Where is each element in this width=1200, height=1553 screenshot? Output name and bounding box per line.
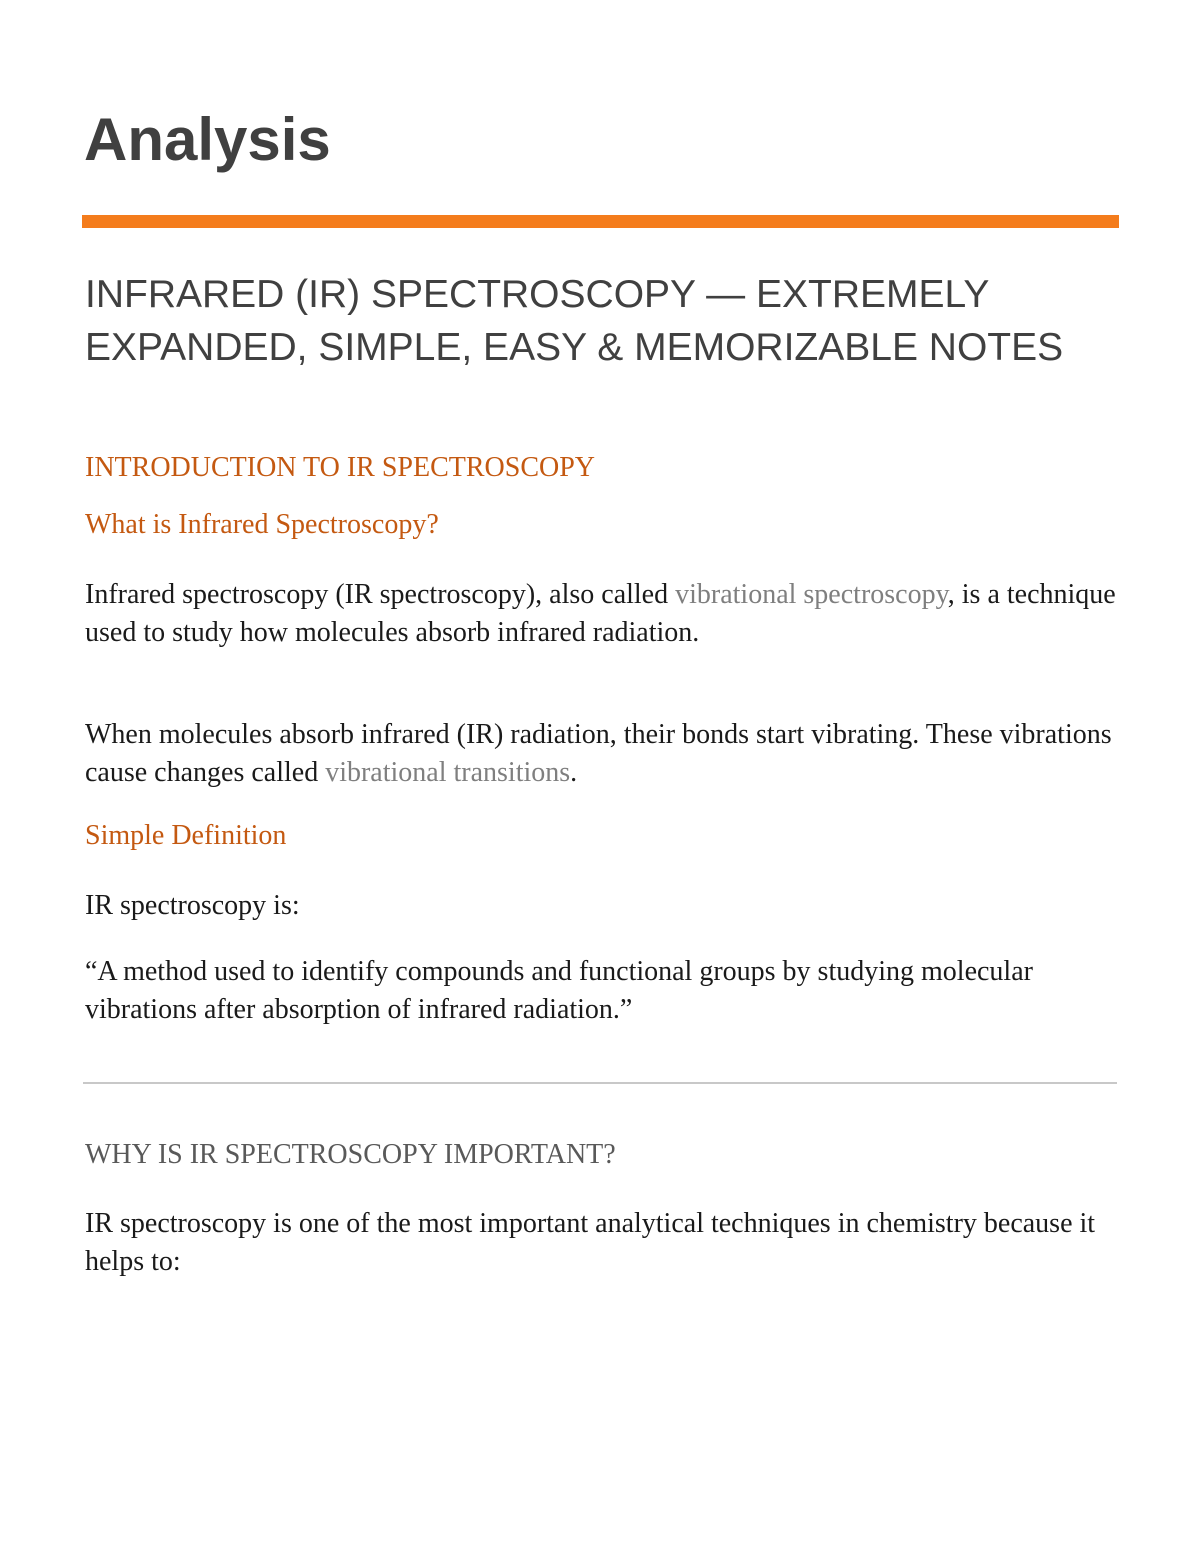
why-important-heading: WHY IS IR SPECTROSCOPY IMPORTANT?	[85, 1139, 616, 1170]
term-vibrational-spectroscopy: vibrational spectroscopy	[675, 579, 948, 610]
intro-heading: INTRODUCTION TO IR SPECTROSCOPY	[85, 452, 596, 483]
vibration-paragraph-text-end: .	[570, 757, 578, 788]
what-is-heading: What is Infrared Spectroscopy?	[85, 509, 439, 540]
title-underline-rule	[82, 215, 1119, 228]
section-divider	[83, 1082, 1117, 1084]
intro-paragraph-text-end: , is a technique used to study how molecules absorb infrared radiation.	[85, 579, 1116, 648]
main-heading: INFRARED (IR) SPECTROSCOPY — EXTREMELY EXPANDED, SIMPLE, EASY & MEMORIZABLE NOTES	[85, 273, 1064, 369]
term-vibrational-transitions: vibrational transitions	[325, 757, 571, 788]
intro-paragraph	[85, 576, 1125, 652]
simple-definition-heading: Simple Definition	[85, 820, 287, 851]
vibration-paragraph-text-start: When molecules absorb infrared (IR) radiation, their bonds start vibrating. These vibrations cause changes called	[85, 719, 1112, 788]
definition-quote: “A method used to identify compounds and functional groups by studying molecular vibrations after absorption of infrared radiation.”	[85, 956, 1033, 1025]
definition-intro-paragraph: IR spectroscopy is:	[85, 890, 300, 921]
vibration-paragraph	[85, 716, 1125, 792]
page-title: Analysis	[84, 106, 331, 173]
intro-paragraph-text-start: Infrared spectroscopy (IR spectroscopy), also called	[85, 579, 676, 610]
importance-paragraph: IR spectroscopy is one of the most important analytical techniques in chemistry because it helps to:	[85, 1208, 1096, 1277]
